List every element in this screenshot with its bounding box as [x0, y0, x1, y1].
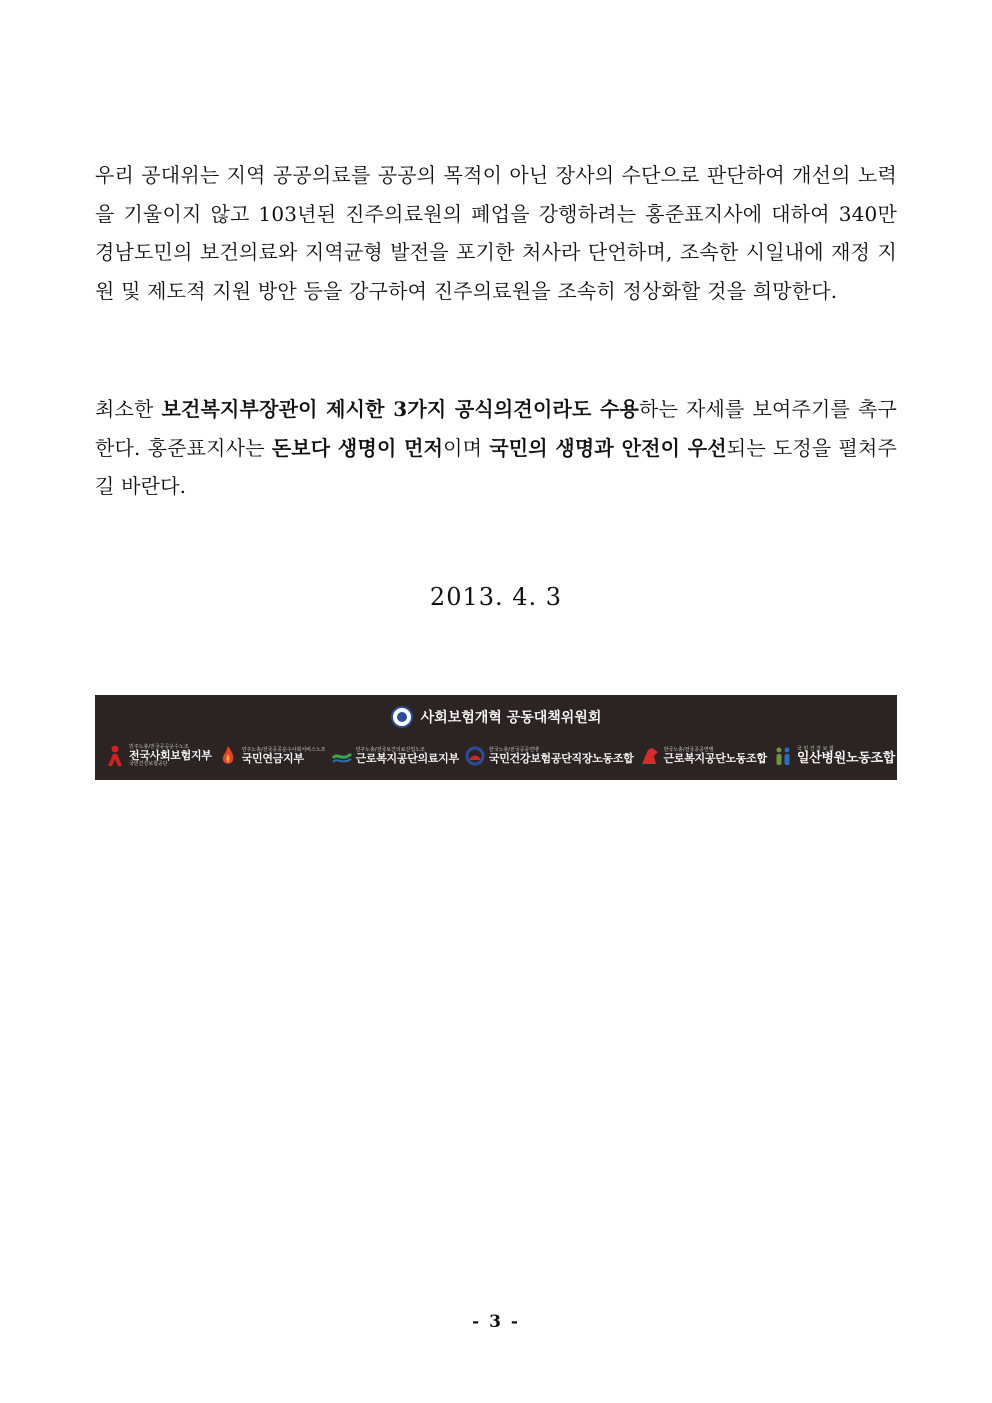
org-welfare-union	[640, 744, 767, 768]
org-national-pension	[218, 744, 326, 768]
org-social-insurance	[105, 744, 212, 768]
member-orgs	[105, 739, 895, 773]
paragraph-2-text-4: 되는 도정을 펼쳐주길 바란다.	[95, 435, 897, 498]
banner-title: 사회보험개혁 공동대책위원회	[420, 710, 602, 726]
paragraph-2-bold-2: 돈보다 생명이 먼저	[271, 435, 444, 460]
org-4-sub: 한국노총/전국공공연맹	[488, 746, 539, 753]
paragraph-2-text-3: 이며	[443, 435, 490, 460]
green-wave-logo-icon	[332, 744, 352, 768]
paragraph-2-text-2: 하는 자세를 보여주기를 촉구한다. 홍준표지사는	[95, 397, 897, 460]
org-5-sub: 한국노총/전국공공연맹	[663, 746, 714, 753]
red-fist-logo-icon	[640, 744, 660, 768]
org-3-sub: 민주노총/전국보건의료산업노조	[355, 746, 425, 753]
org-welfare-medical	[332, 744, 459, 768]
red-figure-logo-icon	[105, 744, 125, 768]
banner-title-row	[95, 703, 897, 731]
flame-logo-icon	[218, 744, 238, 768]
paragraph-1: 우리 공대위는 지역 공공의료를 공공의 목적이 아닌 장사의 수단으로 판단하여 개선의 노력을 기울이지 않고 103년된 진주의료원의 폐업을 강행하려는 홍준표지사에 대하여 340만 경남도민의 보건의료와 지역균형 발전을 포기한 처사라 단언하며, 조속한 시일내에 재정 지원 및 제도적 지원 방안 등을 강구하여 진주의료원을 조속히 정상화할 것을 희망한다.	[95, 163, 897, 303]
org-5-name: 근로복지공단노동조합	[663, 751, 767, 765]
org-ilsan-hospital	[773, 744, 895, 768]
paragraph-2-text-1: 최소한	[95, 397, 162, 421]
org-2-sub: 민주노총/전국공공운수사회서비스노조	[241, 746, 326, 753]
red-circle-logo-icon	[465, 744, 485, 768]
org-1-sub: 민주노총/전국공공운수노조	[129, 743, 189, 750]
document-date: 2013. 4. 3	[429, 583, 563, 611]
org-2-name: 국민연금지부	[241, 751, 304, 765]
org-1-sub2: 국민건강보험공단	[129, 760, 168, 767]
org-6-sub: 국 민 건 강 보 험	[796, 745, 834, 752]
page-number: - 3 -	[472, 1312, 520, 1332]
committee-emblem-icon	[391, 706, 413, 728]
committee-banner	[95, 695, 897, 780]
org-1-name: 전국사회보험지부	[129, 749, 212, 763]
paragraph-2-bold-3: 국민의 생명과 안전이 우선	[489, 435, 727, 460]
org-3-name: 근로복지공단의료지부	[355, 751, 459, 765]
org-nhis-workplace	[465, 744, 634, 768]
org-6-name: 일산병원노동조합	[796, 750, 895, 766]
paragraph-2	[95, 390, 897, 506]
people-logo-icon	[773, 744, 793, 768]
paragraph-2-bold-1: 보건복지부장관이 제시한 3가지 공식의견이라도 수용	[161, 397, 640, 421]
org-4-name: 국민건강보험공단직장노동조합	[488, 751, 634, 765]
